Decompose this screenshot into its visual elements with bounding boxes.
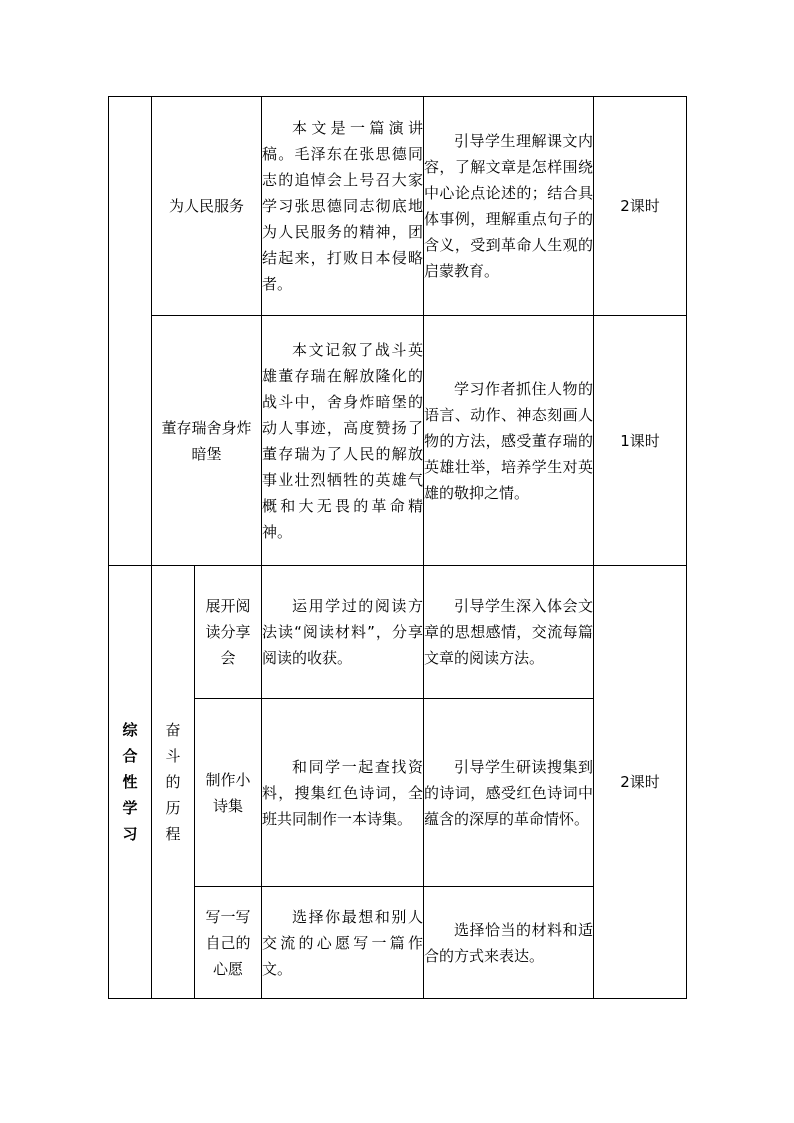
- activity-goal: 引导学生深入体会文章的思想感情，交流每篇文章的阅读方法。: [424, 566, 594, 699]
- activity-goal: 引导学生研读搜集到的诗词，感受红色诗词中蕴含的深厚的革命情怀。: [424, 699, 594, 887]
- table-row: [109, 97, 687, 316]
- section-label: 综合性学习: [109, 566, 152, 999]
- empty-category-cell: [109, 97, 152, 566]
- activity-content: 运用学过的阅读方法读“阅读材料”，分享阅读的收获。: [262, 566, 424, 699]
- activity-title: 展开阅读分享会: [195, 566, 262, 699]
- lesson-goal: 引导学生理解课文内容，了解文章是怎样围绕中心论点论述的；结合具体事例，理解重点句子的含义，受到革命人生观的启蒙教育。: [424, 97, 594, 316]
- section-hours: 2课时: [594, 566, 687, 999]
- lesson-title: 为人民服务: [152, 97, 262, 316]
- lesson-hours: 1课时: [594, 316, 687, 566]
- table-row: [109, 316, 687, 566]
- lesson-goal: 学习作者抓住人物的语言、动作、神态刻画人物的方法，感受董存瑞的英雄壮举，培养学生对英雄的敬抑之情。: [424, 316, 594, 566]
- lesson-content: 本文记叙了战斗英雄董存瑞在解放隆化的战斗中，舍身炸暗堡的动人事迹，高度赞扬了董存瑞为了人民的解放事业壮烈牺牲的英雄气概和大无畏的革命精神。: [262, 316, 424, 566]
- section-theme: 奋斗的历程: [152, 566, 195, 999]
- lesson-content: 本文是一篇演讲稿。毛泽东在张思德同志的追悼会上号召大家学习张思德同志彻底地为人民服务的精神，团结起来，打败日本侵略者。: [262, 97, 424, 316]
- teaching-plan-table: [108, 96, 687, 999]
- activity-title: 制作小诗集: [195, 699, 262, 887]
- activity-content: 选择你最想和别人交流的心愿写一篇作文。: [262, 887, 424, 999]
- activity-goal: 选择恰当的材料和适合的方式来表达。: [424, 887, 594, 999]
- table-row: [109, 566, 687, 699]
- activity-content: 和同学一起查找资料，搜集红色诗词，全班共同制作一本诗集。: [262, 699, 424, 887]
- lesson-title: 董存瑞舍身炸暗堡: [152, 316, 262, 566]
- lesson-hours: 2课时: [594, 97, 687, 316]
- activity-title: 写一写自己的心愿: [195, 887, 262, 999]
